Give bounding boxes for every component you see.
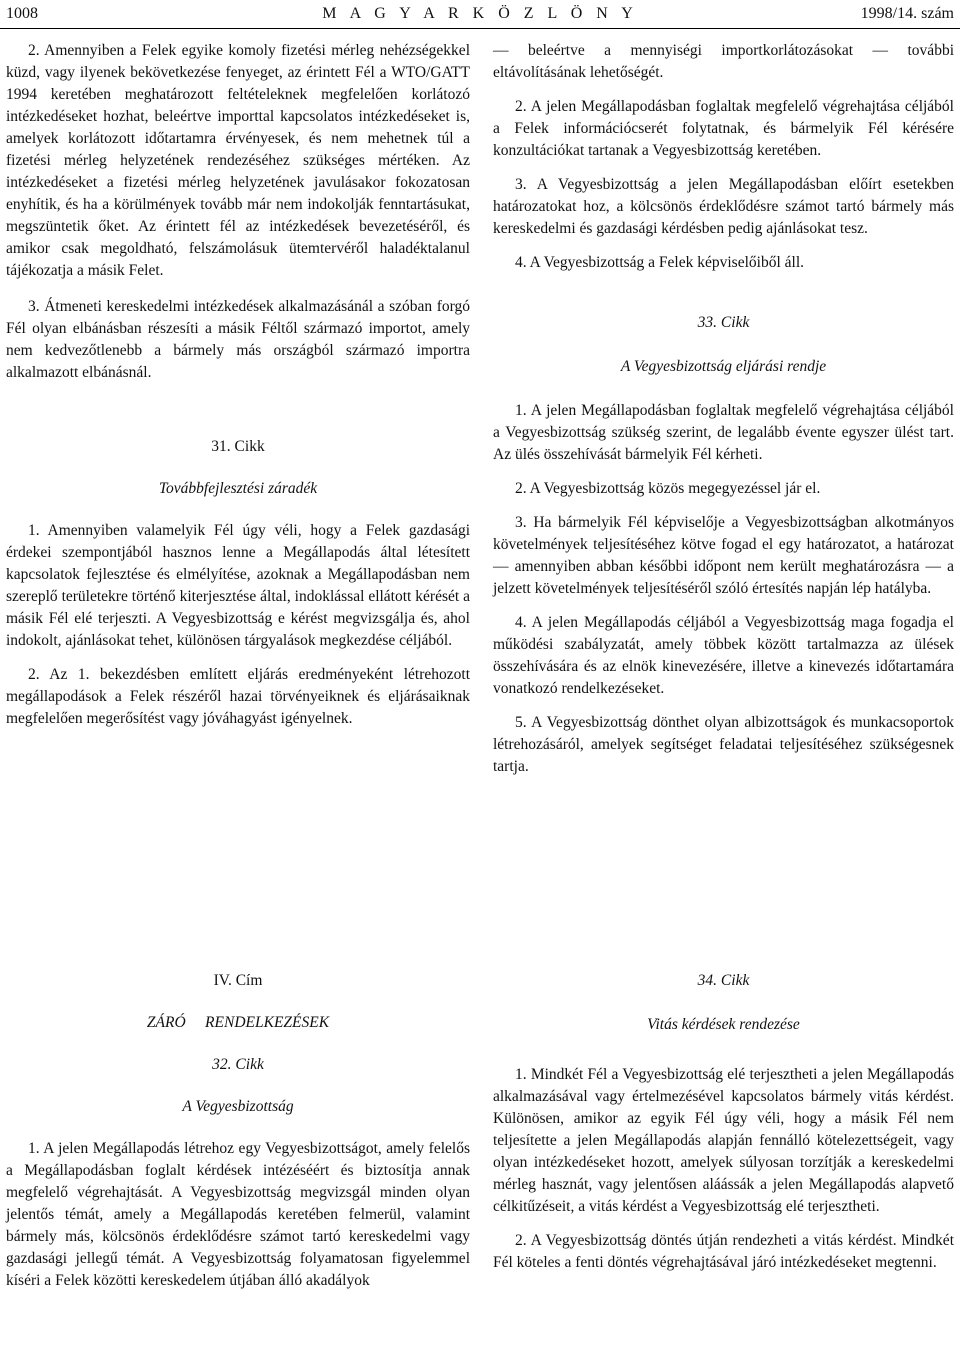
article-number: 34. Cikk xyxy=(697,972,750,989)
journal-title: M A G Y A R K Ö Z L Ö N Y xyxy=(322,5,638,22)
paragraph: 2. A Vegyesbizottság döntés útján rendezheti a vitás kérdést. Mindkét Fél köteles a fenti döntés végrehajtásával járó intézkedéseket megtenni. xyxy=(493,1232,954,1271)
article-number: 32. Cikk xyxy=(212,1056,264,1073)
paragraph: 1. Amennyiben valamelyik Fél úgy véli, hogy a Felek gazdasági érdekei szempontjából hasznos lenne a Megállapodás által létesített kapcsolatok fejlesztése és elmélyítése, azoknak a Megállapodásban nem szereplő területekre történő kiterjesztése által, indoklással ellátott kérését a másik Fél elé terjeszti. A Vegyesbizottság e kérést megvizsgálja és, ahol indokolt, ajánlásokat tehet, különösen tárgyalások megkezdése céljából. xyxy=(6,522,470,649)
article-title: A Vegyesbizottság xyxy=(182,1098,294,1115)
paragraph: 3. A Vegyesbizottság a jelen Megállapodásban előírt esetekben határozatokat hoz, a kölcsönös érdeklődésre számot tartó bármely más kereskedelmi és gazdasági kérdésben pedig ajánlásokat tesz. xyxy=(493,176,954,237)
issue-number: 1998/14. szám xyxy=(860,5,954,22)
paragraph: 4. A jelen Megállapodás céljából a Vegyesbizottság maga fogadja el működési szabályzatát, amely többek között tartalmazza az ülések összehívására és az elnök kinevezésére, illetve a kinevezés időtartamára vonatkozó rendelkezéseket. xyxy=(493,614,954,697)
title-number: IV. Cím xyxy=(213,972,263,989)
paragraph: 1. Mindkét Fél a Vegyesbizottság elé terjesztheti a jelen Megállapodás alkalmazásával vagy értelmezésével kapcsolatos bármely vitás kérdést. Különösen, amikor az egyik Fél úgy véli, hogy a másik Fél nem teljesítette a jelen Megállapodás alapján fennálló kötelezettségeit, vagy olyan intézkedéseket hozott, amelyek súlyosan torzítják a kereskedelmi mérleg hasznát, vagy jelentősen aláássák a jelen Megállapodás alapvető célkitűzéseit, a vitás kérdést a Vegyesbizottság elé terjesztheti. xyxy=(493,1066,954,1215)
paragraph: 4. A Vegyesbizottság a Felek képviselőiből áll. xyxy=(515,254,805,271)
paragraph: 3. Ha bármelyik Fél képviselője a Vegyesbizottságban alkotmányos követelmények teljesítéséhez kötve fogad el egy határozatot, a határozat — amennyiben abban későbbi időpont nem került meghatározásra — a jelzett követelmények teljesítéséről szóló értesítés napján lép hatályba. xyxy=(493,514,954,597)
header-rule xyxy=(0,28,960,29)
paragraph: 1. A jelen Megállapodásban foglaltak megfelelő végrehajtása céljából a Vegyesbizottság szükség szerint, de legalább évente egyszer ülést tart. Az ülés összehívását bármelyik Fél kérheti. xyxy=(493,402,954,463)
page-header xyxy=(0,0,960,24)
article-title: Vitás kérdések rendezése xyxy=(647,1016,800,1033)
bottom-right-column xyxy=(493,970,954,1286)
paragraph: 2. A Vegyesbizottság közös megegyezéssel jár el. xyxy=(515,480,821,497)
paragraph: — beleértve a mennyiségi importkorlátozásokat — további eltávolításának lehetőségét. xyxy=(493,42,954,81)
paragraph: 5. A Vegyesbizottság dönthet olyan albizottságok és munkacsoportok létrehozásáról, amelyek segítséget feladatai teljesítéséhez szükségesnek tartja. xyxy=(493,714,954,775)
article-title: Továbbfejlesztési záradék xyxy=(158,480,318,497)
top-right-column xyxy=(493,40,954,790)
article-title: A Vegyesbizottság eljárási rendje xyxy=(620,358,827,375)
paragraph: 2. A jelen Megállapodásban foglaltak megfelelő végrehajtása céljából a Felek információcserét folytatnak, és bármelyik Fél kérésére konzultációkat tartanak a Vegyesbizottság keretében. xyxy=(493,98,954,159)
paragraph: 3. Átmeneti kereskedelmi intézkedések alkalmazásánál a szóban forgó Fél olyan elbánásban részesíti a másik Féltől származó importot, amely nem kedvezőtlenebb a bármely más országból származó importra alkalmazott elbánásnál. xyxy=(6,298,470,381)
bottom-left-column xyxy=(6,970,470,1304)
article-number: 31. Cikk xyxy=(211,438,265,455)
paragraph: 2. Amennyiben a Felek egyike komoly fizetési mérleg nehézségekkel küzd, vagy ilyenek bekövetkezése fenyeget, az érintett Fél a WTO/GATT 1994 keretében meghatározott feltételeknek megfelelően korlátozó intézkedéseket hozhat, beleértve importtal kapcsolatos intézkedéseket is, amelyek korlátozott időtartamra érvényesek, és nem mehetnek túl a fizetési mérleg helyzetének rendezéséhez szükséges mértéken. Az intézkedéseket a fizetési mérleg helyzetének javulásakor fokozatosan enyhítik, és ha a körülmények tovább már nem indokolják fenntartásukat, megszüntetik őket. Az érintett fél az intézkedések bevezetéséről, és amikor csak megoldható, felszámolásuk ütemtervéről haladéktalanul tájékozatja a másik Felet. xyxy=(6,42,470,279)
article-number: 33. Cikk xyxy=(697,314,750,331)
page-number: 1008 xyxy=(6,5,38,22)
paragraph: 1. A jelen Megállapodás létrehoz egy Vegyesbizottságot, amely felelős a Megállapodásban foglalt kérdések intézéséért és biztosítja annak megfelelő végrehajtását. A Vegyesbizottság megvizsgál minden olyan jelentős témát, amely a Megállapodás keretében felmerül, valamint bármely más, kölcsönös érdeklődésre számot tartó kereskedelmi vagy gazdasági jellegű témát. A Vegyesbizottság folyamatosan figyelemmel kíséri a Felek közötti kereskedelem útjában álló akadályok xyxy=(6,1140,470,1289)
top-left-column xyxy=(6,40,470,742)
paragraph: 2. Az 1. bekezdésben említett eljárás eredményeként létrehozott megállapodások a Felek részéről hazai törvényeiknek és eljárásaiknak megfelelően megerősítést vagy jóváhagyást igényelnek. xyxy=(6,666,470,727)
title-name: ZÁRÓ RENDELKEZÉSEK xyxy=(146,1014,330,1031)
